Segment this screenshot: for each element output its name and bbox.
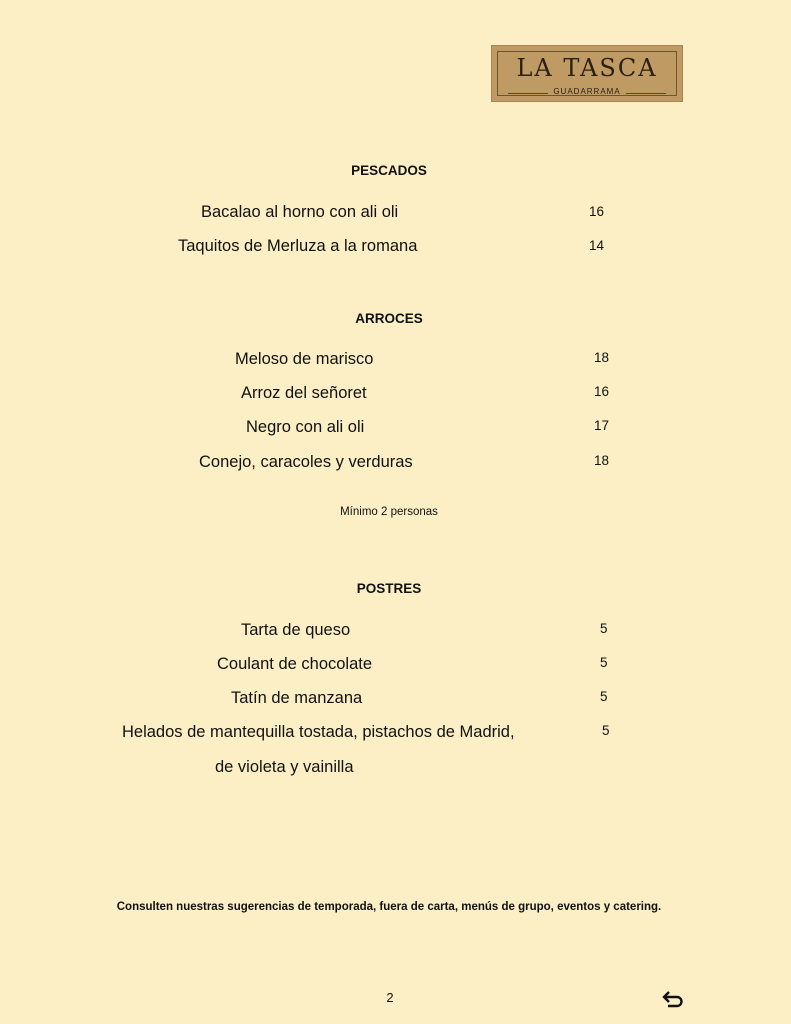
brand-logo — [491, 45, 683, 102]
dish-price: 18 — [594, 453, 610, 468]
dish-name: Tatín de manzana — [231, 689, 363, 707]
dish-price: 5 — [602, 723, 610, 738]
dish-name: Bacalao al horno con ali oli — [201, 203, 399, 221]
dish-name: Helados de mantequilla tostada, pistachos de Madrid, — [122, 723, 515, 741]
dish-price: 14 — [589, 238, 605, 253]
dish-price: 16 — [589, 204, 605, 219]
logo-title: LA TASCA — [516, 54, 658, 82]
dish-name: Tarta de queso — [241, 621, 351, 639]
dish-name: Meloso de marisco — [235, 350, 374, 368]
dish-name-continued: de violeta y vainilla — [215, 758, 354, 776]
dish-name: Taquitos de Merluza a la romana — [178, 237, 418, 255]
return-arrow-icon[interactable] — [662, 990, 684, 1008]
section-title-postres: POSTRES — [356, 581, 422, 596]
section-title-arroces: ARROCES — [355, 311, 423, 326]
logo-subtitle: GUADARRAMA — [553, 87, 621, 96]
page-number: 2 — [386, 990, 394, 1005]
dish-price: 17 — [594, 418, 610, 433]
dish-price: 5 — [600, 655, 608, 670]
section-note: Mínimo 2 personas — [340, 506, 438, 518]
dish-name: Arroz del señoret — [241, 384, 367, 402]
dish-name: Coulant de chocolate — [217, 655, 373, 673]
dish-name: Conejo, caracoles y verduras — [199, 453, 413, 471]
footer-note: Consulten nuestras sugerencias de temporada, fuera de carta, menús de grupo, eventos y catering. — [116, 901, 662, 913]
dish-price: 5 — [600, 621, 608, 636]
logo-rule-right — [626, 93, 666, 94]
section-title-pescados: PESCADOS — [351, 163, 427, 178]
dish-price: 5 — [600, 689, 608, 704]
dish-price: 18 — [594, 350, 610, 365]
dish-price: 16 — [594, 384, 610, 399]
dish-name: Negro con ali oli — [246, 418, 365, 436]
